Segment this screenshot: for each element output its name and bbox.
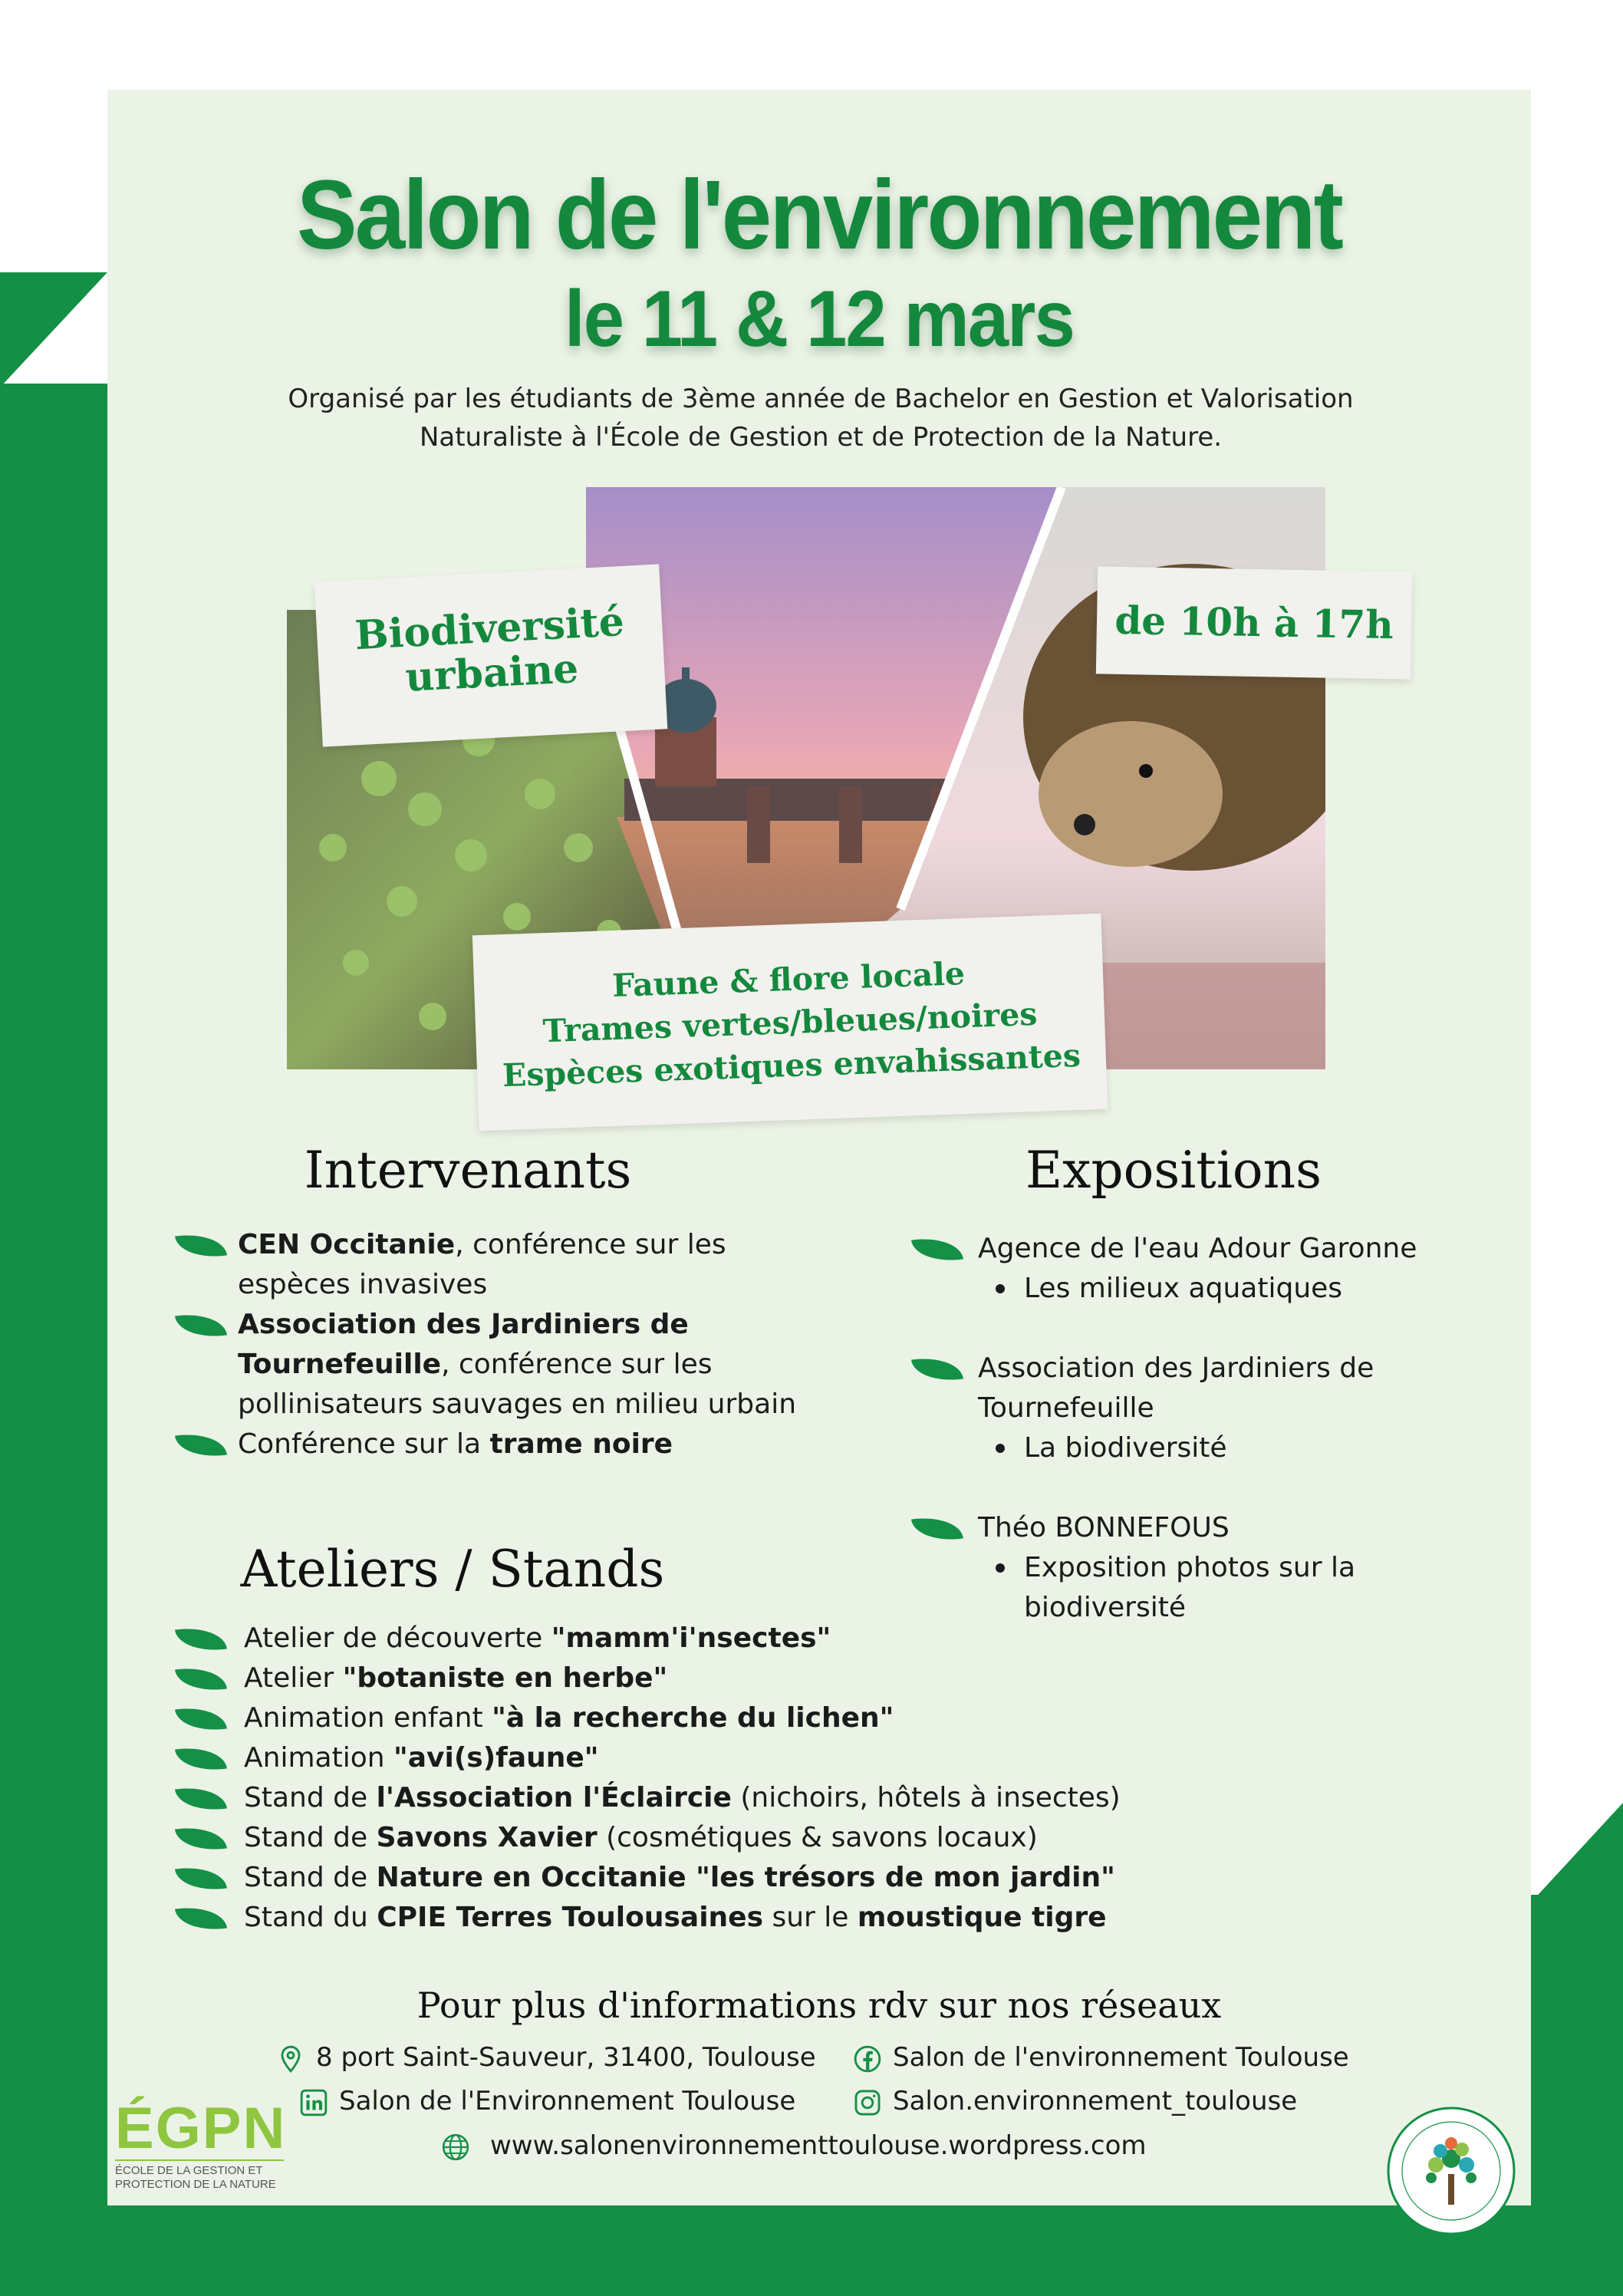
leaf-bullet-icon	[175, 1902, 227, 1935]
organizer-text: Organisé par les étudiants de 3ème année de Bachelor en Gestion et Valorisation Naturaliste à l'École de Gestion et de Protection de la Nature.	[288, 384, 1354, 453]
list-item: Animation "avi(s)faune"	[107, 1738, 1258, 1778]
intervenants-heading: Intervenants	[304, 1141, 632, 1200]
list-item: Atelier "botaniste en herbe"	[107, 1659, 1258, 1698]
expositions-list	[874, 1229, 1519, 1628]
list-item: Stand de l'Association l'Éclaircie (nichoirs, hôtels à insectes)	[107, 1778, 1258, 1818]
list-item: Association des Jardiniers de Tournefeuille La biodiversité	[874, 1349, 1519, 1468]
leaf-bullet-icon	[175, 1623, 227, 1656]
list-item: Stand de Nature en Occitanie "les trésors de mon jardin"	[107, 1858, 1258, 1898]
info-title: Pour plus d'informations rdv sur nos réseaux	[416, 1985, 1222, 2026]
globe-icon	[441, 2133, 470, 2162]
facebook-link[interactable]: Salon de l'environnement Toulouse	[853, 2041, 1349, 2074]
green-border-left	[0, 384, 107, 2296]
theme-line-2: urbaine	[403, 645, 580, 701]
leaf-bullet-icon	[911, 1513, 963, 1546]
biodivertcite-logo	[1385, 2105, 1517, 2237]
expositions-heading: Expositions	[1025, 1141, 1322, 1200]
egpn-logo: ÉGPN ÉCOLE DE LA GESTION ET PROTECTION DE LA NATURE	[115, 2096, 287, 2191]
website-link[interactable]: www.salonenvironnementtoulouse.wordpress.com	[441, 2129, 1147, 2163]
ateliers-list	[107, 1619, 1258, 1938]
leaf-bullet-icon	[175, 1703, 227, 1736]
instagram-icon	[853, 2088, 882, 2117]
corner-decoration-left	[0, 272, 107, 387]
leaf-bullet-icon	[175, 1230, 227, 1263]
leaf-bullet-icon	[175, 1743, 227, 1776]
facebook-icon	[853, 2044, 882, 2074]
leaf-bullet-icon	[175, 1309, 227, 1342]
list-item: Stand de Savons Xavier (cosmétiques & savons locaux)	[107, 1818, 1258, 1858]
leaf-bullet-icon	[175, 1863, 227, 1896]
intervenants-list	[107, 1225, 798, 1464]
leaf-bullet-icon	[175, 1823, 227, 1856]
ateliers-heading: Ateliers / Stands	[240, 1540, 665, 1599]
poster	[107, 90, 1531, 2205]
linkedin-link[interactable]: Salon de l'Environnement Toulouse	[299, 2084, 795, 2118]
list-item: Animation enfant "à la recherche du lichen"	[107, 1698, 1258, 1738]
list-item: Association des Jardiniers de Tournefeuille, conférence sur les pollinisateurs sauvages en milieu urbain	[107, 1305, 798, 1425]
green-border-bottom	[0, 2205, 1623, 2296]
leaf-bullet-icon	[911, 1353, 963, 1386]
address: 8 port Saint-Sauveur, 31400, Toulouse	[276, 2041, 816, 2074]
list-item: CEN Occitanie, conférence sur les espèces invasives	[107, 1225, 798, 1305]
list-item: Théo BONNEFOUS Exposition photos sur la biodiversité	[874, 1508, 1519, 1628]
topic-item: Trames vertes/bleues/noires	[542, 995, 1039, 1050]
leaf-bullet-icon	[175, 1429, 227, 1462]
list-item: Agence de l'eau Adour Garonne Les milieux aquatiques	[874, 1229, 1519, 1309]
list-item: Conférence sur la trame noire	[107, 1425, 798, 1464]
topic-item: Espèces exotiques envahissantes	[502, 1036, 1081, 1095]
instagram-link[interactable]: Salon.environnement_toulouse	[853, 2084, 1297, 2118]
hours-tag: de 10h à 17h	[1096, 566, 1412, 679]
theme-tag	[314, 564, 668, 746]
topic-item: Faune & flore locale	[611, 955, 966, 1005]
event-dates: le 11 & 12 mars	[565, 275, 1074, 364]
linkedin-icon	[299, 2088, 328, 2117]
location-pin-icon	[276, 2044, 305, 2074]
theme-line-1: Biodiversité	[354, 598, 626, 660]
topics-tag	[472, 914, 1108, 1131]
leaf-bullet-icon	[911, 1234, 963, 1267]
list-item: Stand du CPIE Terres Toulousaines sur le moustique tigre	[107, 1898, 1258, 1938]
list-item: Atelier de découverte "mamm'i'nsectes"	[107, 1619, 1258, 1659]
leaf-bullet-icon	[175, 1663, 227, 1696]
page-title: Salon de l'environnement	[296, 160, 1342, 270]
leaf-bullet-icon	[175, 1783, 227, 1816]
corner-decoration-right	[1531, 1803, 1623, 1902]
